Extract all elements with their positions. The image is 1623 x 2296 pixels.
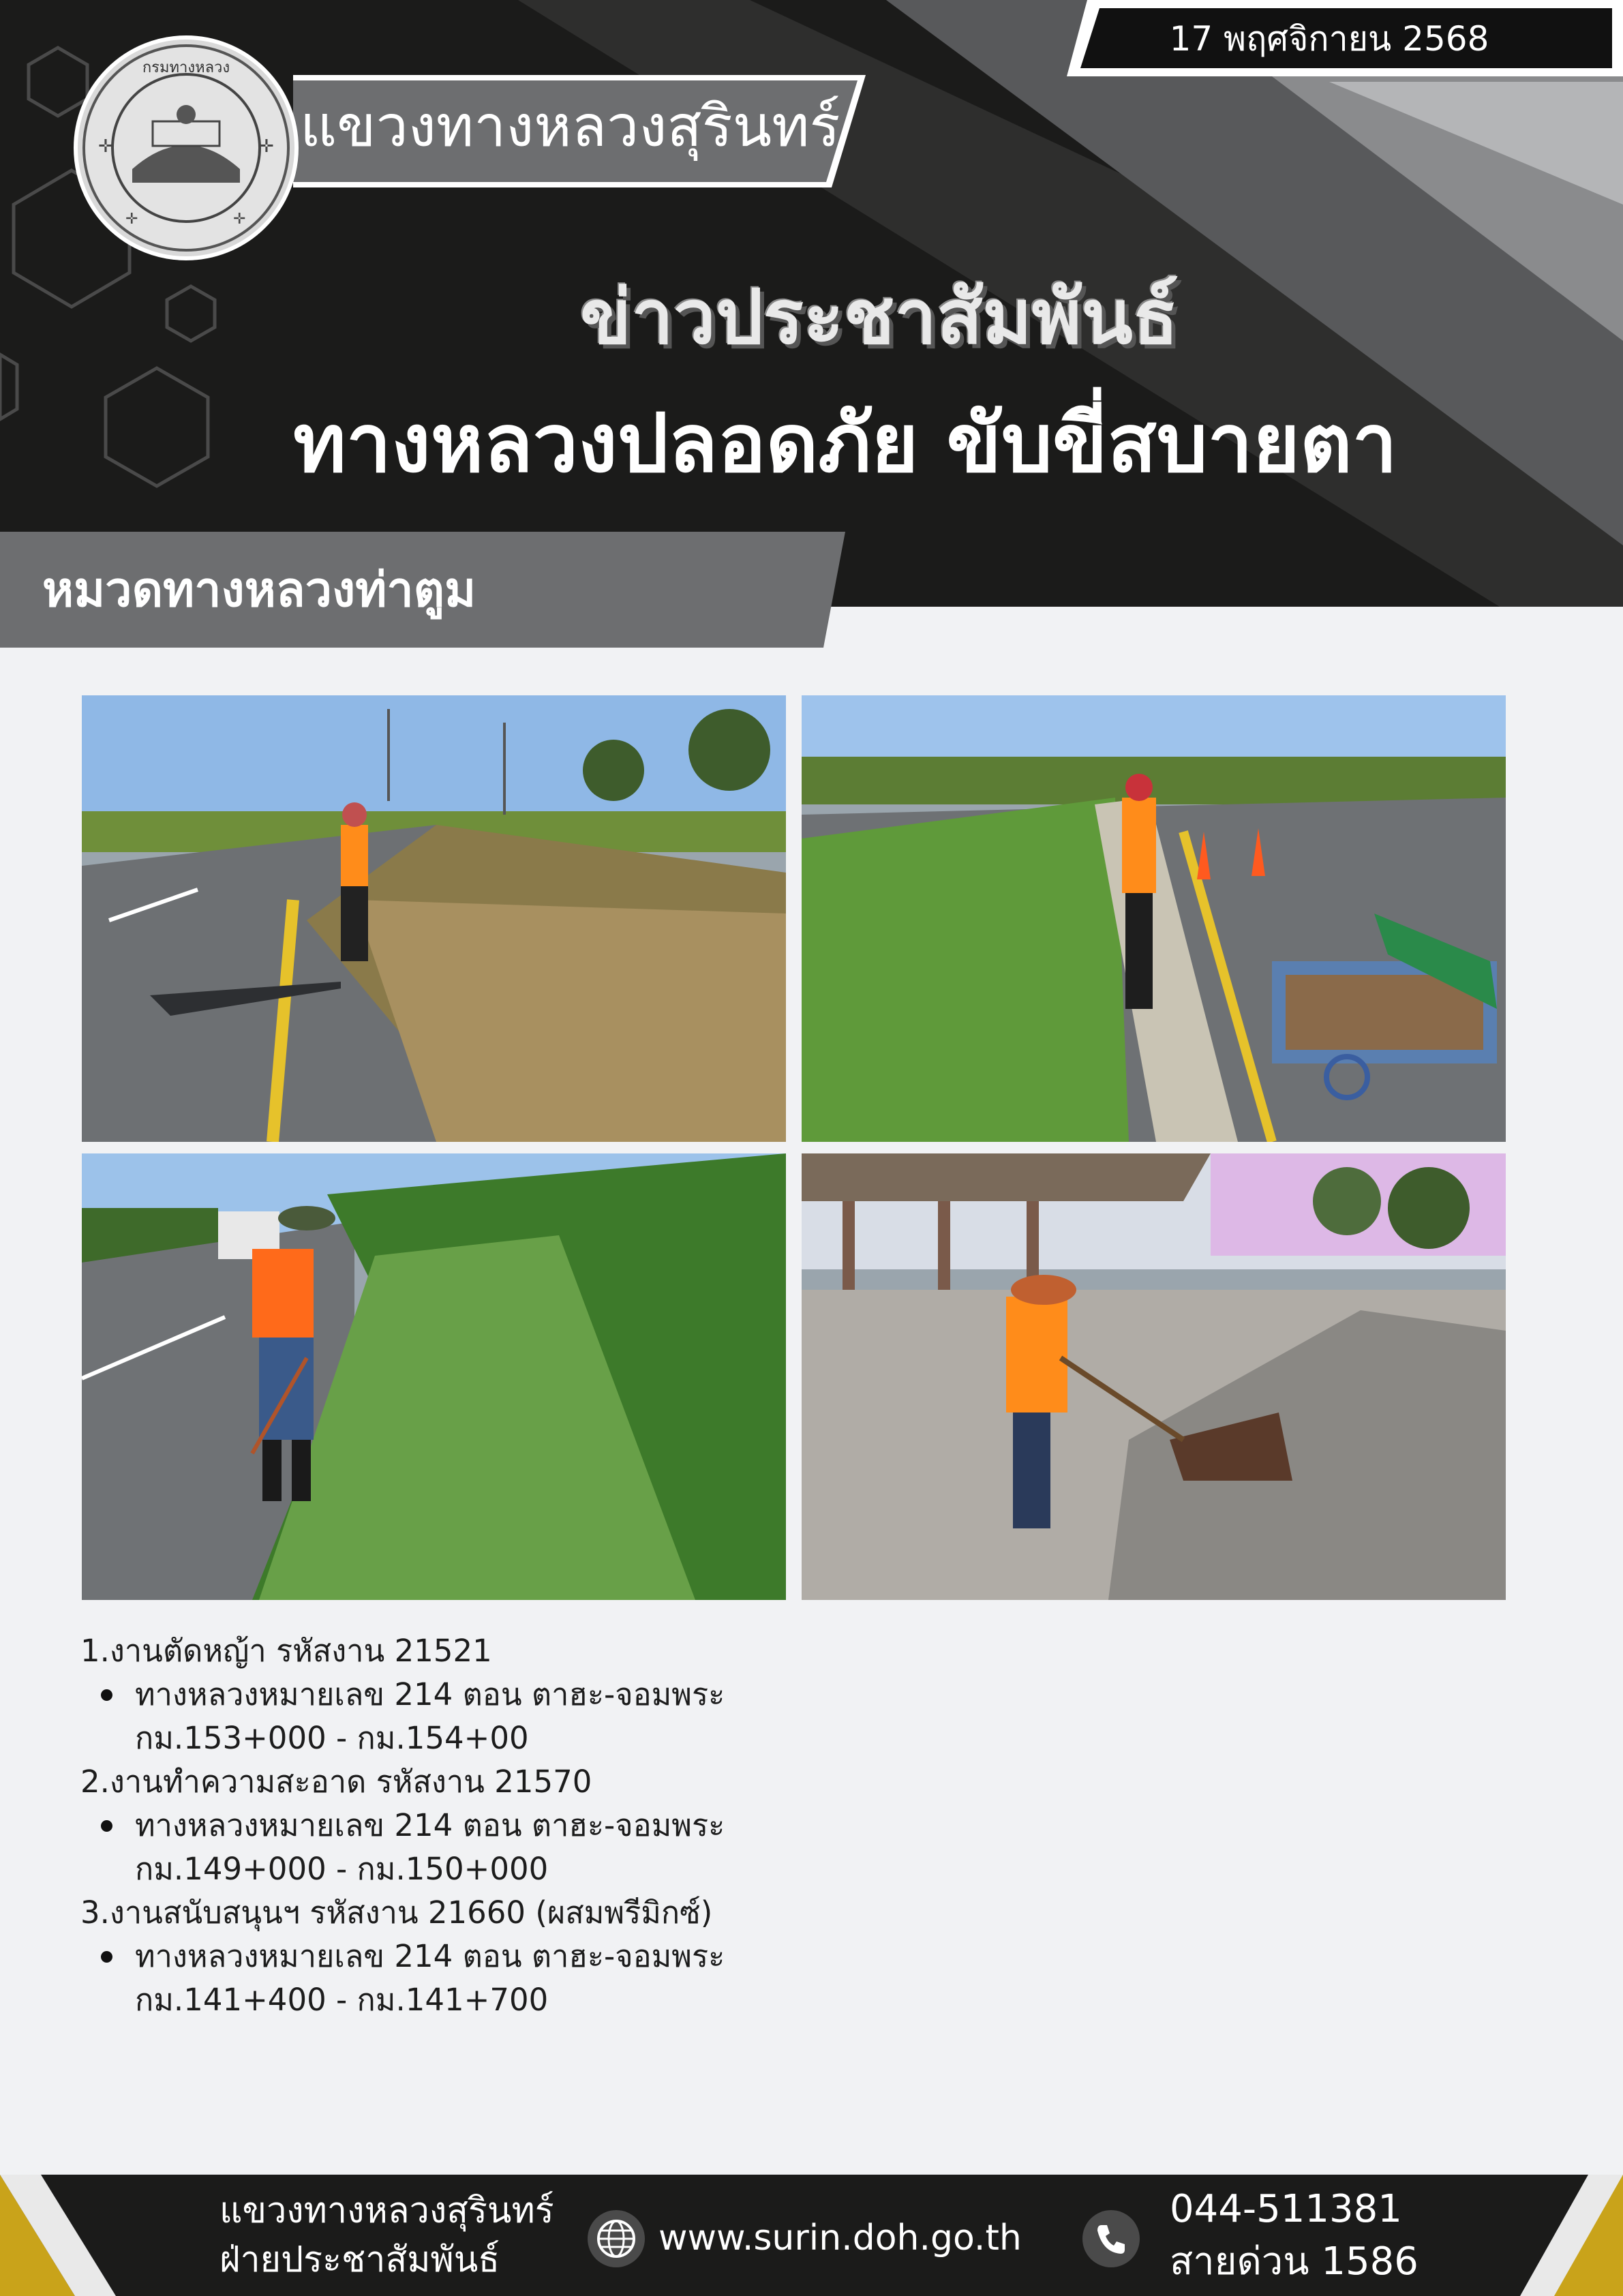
- title-line-2: ทางหลวงปลอดภัย ขับขี่สบายตา: [293, 396, 1397, 490]
- footer: [0, 2175, 1623, 2296]
- phone-icon: [1082, 2210, 1140, 2267]
- task-item: [80, 1629, 885, 1760]
- org-name: แขวงทางหลวงสุรินทร์: [300, 93, 840, 160]
- publish-date: 17 พฤศจิกายน 2568: [1169, 19, 1489, 59]
- task-km: กม.141+400 - กม.141+700: [135, 1982, 549, 2018]
- footer-org-name: แขวงทางหลวงสุรินทร์: [219, 2190, 554, 2231]
- task-km: กม.153+000 - กม.154+00: [135, 1720, 529, 1756]
- globe-icon: [588, 2210, 645, 2267]
- svg-text:✛: ✛: [259, 136, 274, 157]
- photo-premix-shoveling: [802, 1153, 1506, 1600]
- photo-grass-cutting-roadside: [82, 1153, 786, 1600]
- task-list: [80, 1629, 885, 2022]
- footer-department: ฝ่ายประชาสัมพันธ์: [219, 2239, 500, 2280]
- task-item: [80, 1760, 885, 1891]
- bullet-dot: [101, 1689, 112, 1701]
- seal-text: กรมทางหลวง: [142, 59, 230, 76]
- category-label: หมวดทางหลวงท่าตูม: [42, 562, 476, 618]
- header: [0, 0, 1623, 607]
- task-title: 3.งานสนับสนุนฯ รหัสงาน 21660 (ผสมพรีมิกซ์): [80, 1894, 713, 1931]
- svg-text:✛: ✛: [233, 211, 246, 228]
- footer-website-link[interactable]: www.surin.doh.go.th: [658, 2218, 1022, 2259]
- task-route-text: ทางหลวงหมายเลข 214 ตอน ตาฮะ-จอมพระ: [135, 1807, 725, 1843]
- task-km: กม.149+000 - กม.150+000: [135, 1851, 549, 1887]
- footer-hotline[interactable]: สายด่วน 1586: [1170, 2239, 1419, 2284]
- photo-cleaning-median-with-cart: [802, 695, 1506, 1142]
- bullet-dot: [101, 1820, 112, 1832]
- task-route-text: ทางหลวงหมายเลข 214 ตอน ตาฮะ-จอมพระ: [135, 1676, 725, 1712]
- svg-text:✛: ✛: [125, 211, 138, 228]
- title-line-1: ข่าวประชาสัมพันธ์: [580, 273, 1179, 361]
- task-route-text: ทางหลวงหมายเลข 214 ตอน ตาฮะ-จอมพระ: [135, 1938, 725, 1974]
- svg-text:✛: ✛: [98, 136, 113, 157]
- task-title: 2.งานทำความสะอาด รหัสงาน 21570: [80, 1764, 592, 1800]
- footer-phone-number[interactable]: 044-511381: [1170, 2187, 1402, 2231]
- photo-grass-cutting-median: [82, 695, 786, 1142]
- doh-seal-logo: [74, 35, 299, 260]
- task-title: 1.งานตัดหญ้า รหัสงาน 21521: [80, 1633, 492, 1669]
- task-route: [80, 1935, 885, 1978]
- task-route: [80, 1804, 885, 1847]
- task-route: [80, 1673, 885, 1717]
- task-item: [80, 1891, 885, 2022]
- bullet-dot: [101, 1951, 112, 1963]
